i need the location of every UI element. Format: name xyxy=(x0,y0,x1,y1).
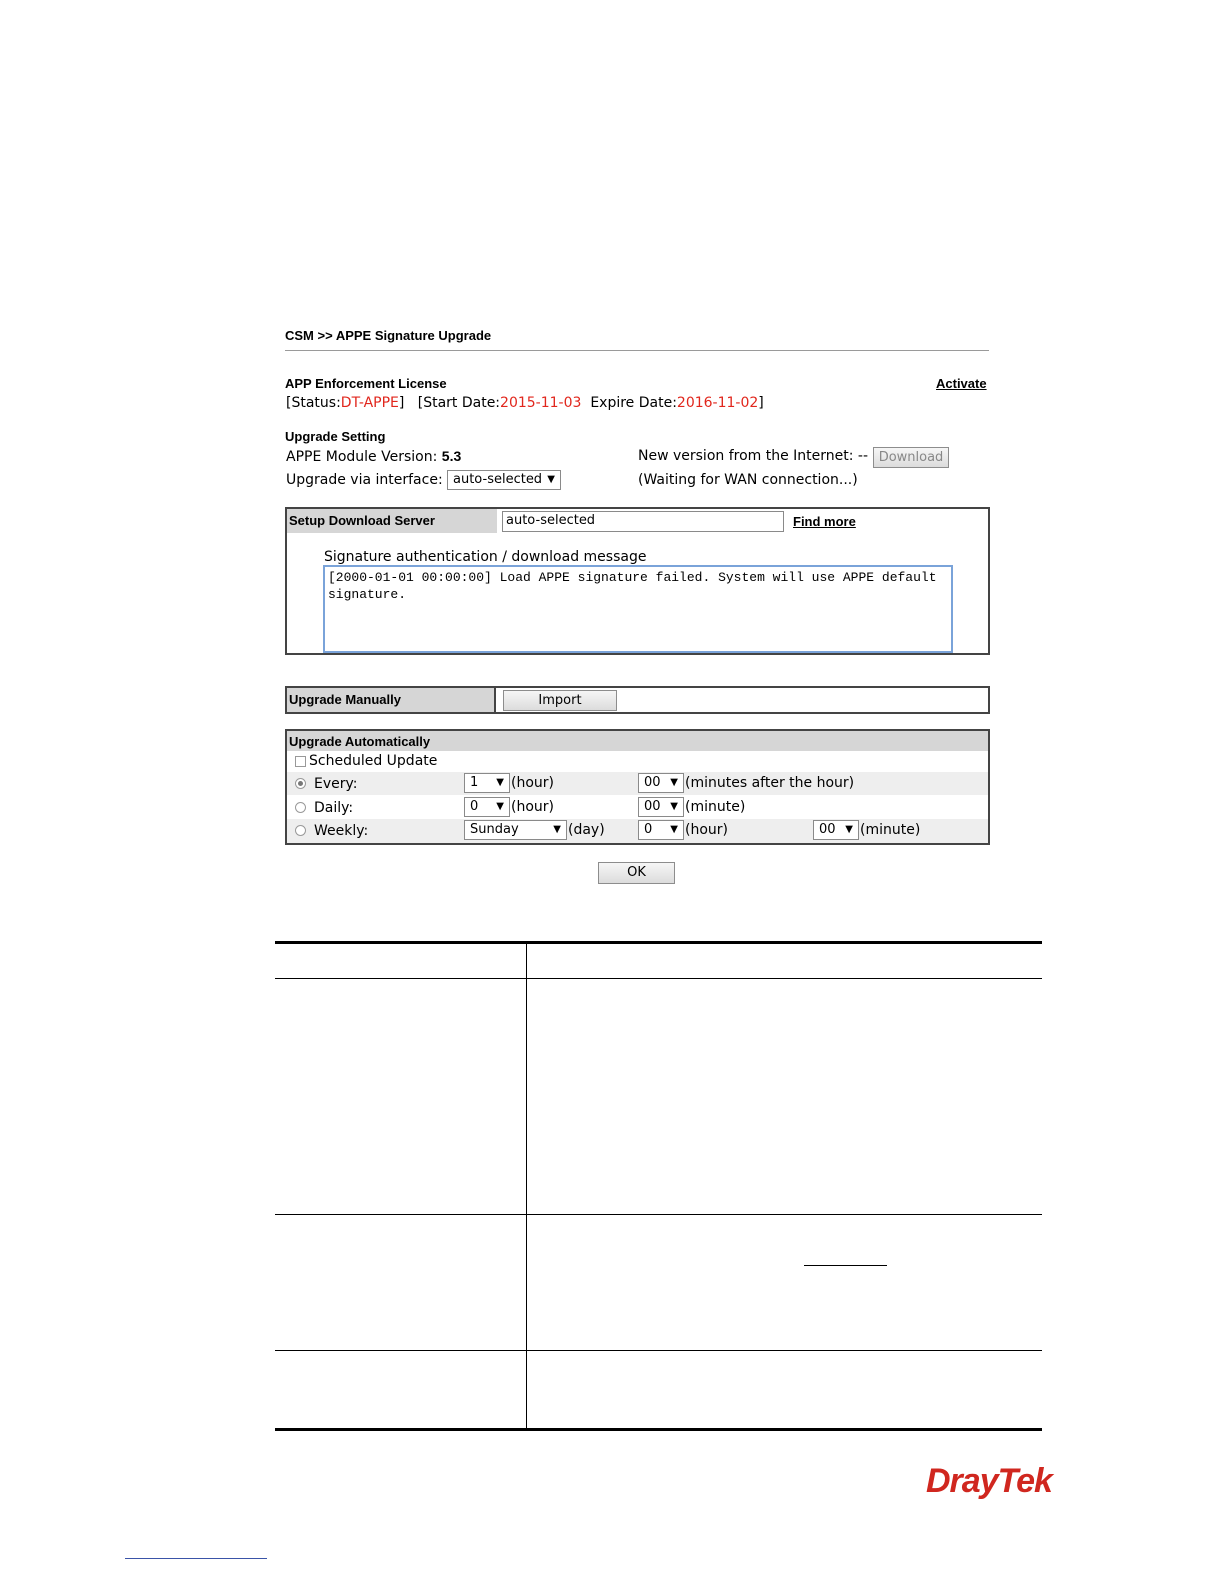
download-button[interactable]: Download xyxy=(873,447,949,468)
download-server-label: Setup Download Server xyxy=(287,509,497,533)
chevron-down-icon: ▼ xyxy=(670,824,678,835)
weekly-day-unit: (day) xyxy=(568,822,605,838)
daily-hour-select[interactable]: 0 ▼ xyxy=(464,797,510,817)
daily-minute-unit: (minute) xyxy=(685,799,746,815)
chevron-down-icon: ▼ xyxy=(496,801,504,812)
table-top-rule xyxy=(275,941,1042,944)
scheduled-update-checkbox[interactable] xyxy=(295,756,306,767)
activate-link[interactable]: Activate xyxy=(936,376,987,391)
upgrade-setting-heading: Upgrade Setting xyxy=(285,429,386,444)
find-more-link[interactable]: Find more xyxy=(793,514,856,529)
weekly-label: Weekly: xyxy=(314,823,369,839)
draytek-logo: DrayTek xyxy=(926,1462,1052,1500)
start-date-value: 2015-11-03 xyxy=(500,395,582,411)
chevron-down-icon: ▼ xyxy=(845,824,853,835)
chevron-down-icon: ▼ xyxy=(496,777,504,788)
chevron-down-icon: ▼ xyxy=(547,474,555,485)
table-row-rule xyxy=(275,1350,1042,1351)
module-version-value: 5.3 xyxy=(441,448,462,464)
every-hour-unit: (hour) xyxy=(511,775,554,791)
expire-date-value: 2016-11-02 xyxy=(676,395,759,411)
title-divider xyxy=(285,350,989,351)
daily-label: Daily: xyxy=(314,800,354,816)
weekly-radio[interactable] xyxy=(295,825,306,836)
every-minute-unit: (minutes after the hour) xyxy=(685,775,855,791)
table-row-rule xyxy=(275,1214,1042,1215)
weekly-hour-unit: (hour) xyxy=(685,822,728,838)
auto-upgrade-heading: Upgrade Automatically xyxy=(287,731,988,751)
link-underline xyxy=(804,1265,887,1266)
status-value: DT-APPE xyxy=(340,395,399,411)
weekly-hour-select[interactable]: 0 ▼ xyxy=(638,820,684,840)
license-status-line: [Status:DT-APPE] [Start Date:2015-11-03 Expire Date:2016-11-02] xyxy=(286,395,764,411)
new-version-label: New version from the Internet: -- xyxy=(638,448,869,464)
table-bottom-rule xyxy=(275,1428,1042,1431)
weekly-minute-unit: (minute) xyxy=(860,822,921,838)
message-label: Signature authentication / download message xyxy=(324,549,647,565)
interface-select[interactable]: auto-selected ▼ xyxy=(447,470,561,490)
license-heading: APP Enforcement License xyxy=(285,376,447,391)
every-label: Every: xyxy=(314,776,358,792)
table-column-divider xyxy=(526,942,527,1430)
page-title: CSM >> APPE Signature Upgrade xyxy=(285,328,492,343)
chevron-down-icon: ▼ xyxy=(670,777,678,788)
import-button[interactable]: Import xyxy=(503,690,617,711)
daily-radio[interactable] xyxy=(295,802,306,813)
every-radio[interactable] xyxy=(295,778,306,789)
ok-button[interactable]: OK xyxy=(598,862,675,884)
chevron-down-icon: ▼ xyxy=(670,801,678,812)
download-server-input[interactable]: auto-selected xyxy=(502,511,784,532)
chevron-down-icon: ▼ xyxy=(553,824,561,835)
daily-minute-select[interactable]: 00 ▼ xyxy=(638,797,684,817)
interface-label: Upgrade via interface: xyxy=(286,472,443,488)
weekly-day-select[interactable]: Sunday ▼ xyxy=(464,820,567,840)
scheduled-update-label: Scheduled Update xyxy=(309,753,438,769)
download-message-textarea[interactable]: [2000-01-01 00:00:00] Load APPE signature failed. System will use APPE default signature. xyxy=(323,565,953,653)
table-header-rule xyxy=(275,978,1042,979)
every-hour-select[interactable]: 1 ▼ xyxy=(464,773,510,793)
manual-upgrade-label: Upgrade Manually xyxy=(287,688,496,712)
weekly-minute-select[interactable]: 00 ▼ xyxy=(813,820,859,840)
daily-hour-unit: (hour) xyxy=(511,799,554,815)
every-minute-select[interactable]: 00 ▼ xyxy=(638,773,684,793)
footer-rule xyxy=(125,1558,267,1559)
module-version: APPE Module Version: 5.3 xyxy=(286,448,462,465)
waiting-text: (Waiting for WAN connection...) xyxy=(638,472,858,488)
